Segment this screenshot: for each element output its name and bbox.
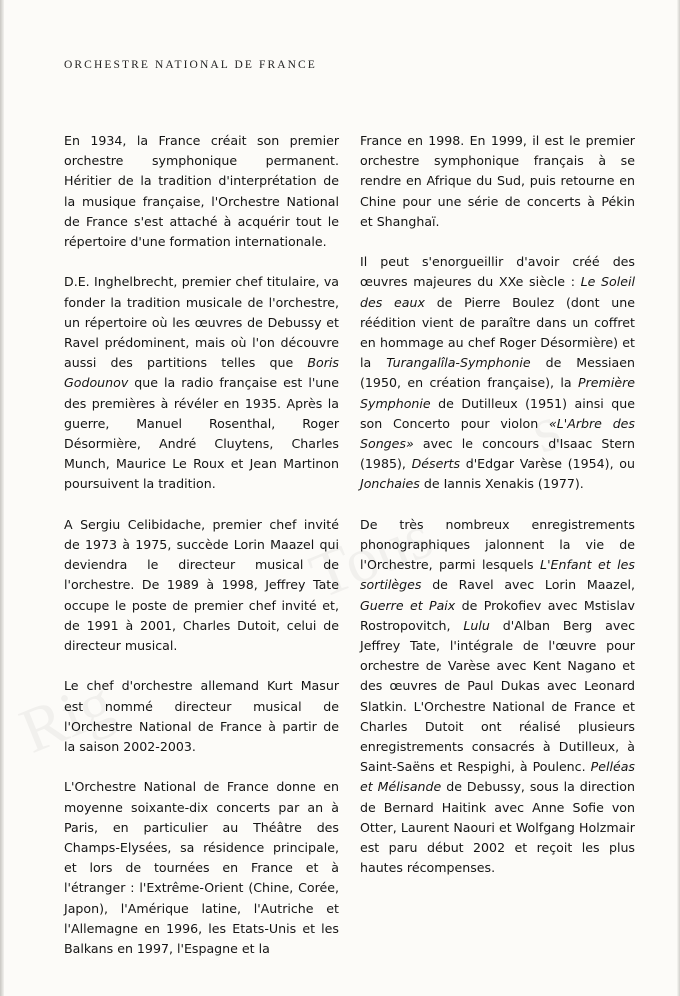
paragraph bbox=[64, 272, 339, 494]
paragraph bbox=[360, 131, 635, 232]
text-run: France en 1998. En 1999, il est le premier orchestre symphonique français à se rendre en Afrique du Sud, puis retourne en Chine pour une série de concerts à Pékin et Shanghaï. bbox=[360, 133, 635, 229]
paragraph bbox=[360, 515, 635, 879]
text-run: que la radio française est l'une des premières à révéler en 1935. Après la guerre, Manuel Rosenthal, Roger Désormière, André Cluytens, Charles Munch, Maurice Le Roux et Jean Martinon poursuivent la tradition. bbox=[64, 375, 339, 492]
paragraph bbox=[360, 252, 635, 494]
page-edge-left bbox=[0, 0, 4, 996]
text-run: Il peut s'enorgueillir d'avoir créé des œuvres majeures du XXe siècle : bbox=[360, 254, 635, 290]
text-run: de Iannis Xenakis (1977). bbox=[419, 476, 584, 492]
text-run: Le chef d'orchestre allemand Kurt Masur est nommé directeur musical de l'Orchestre National de France à partir de la saison 2002-2003. bbox=[64, 678, 339, 755]
work-title: Boris Godounov bbox=[64, 355, 339, 391]
work-title: Turangalîla-Symphonie bbox=[386, 355, 531, 371]
paragraph bbox=[64, 131, 339, 252]
work-title: Première Symphonie bbox=[360, 375, 635, 411]
text-run: de Pierre Boulez (dont une réédition vient de paraître dans un coffret en hommage au chef Roger Désormière) et la bbox=[360, 294, 635, 371]
work-title: Guerre et Paix bbox=[360, 597, 456, 613]
text-run: L'Orchestre National de France donne en moyenne soixante-dix concerts par an à Paris, en particulier au Théâtre des Champs-Elysées, sa résidence principale, et lors de tournées en France et à l'étranger : l'Extrême-Orient (Chine, Corée, Japon), l'Amérique latine, l'Autriche et l'Allemagne en 1996, les Etats-Unis et les Balkans en 1997, l'Espagne et la bbox=[64, 779, 339, 957]
paragraph bbox=[64, 777, 339, 959]
work-title: Le Soleil des eaux bbox=[360, 274, 636, 310]
text-run: de Debussy, sous la direction de Bernard Haitink avec Anne Sofie von Otter, Laurent Naouri et Wolfgang Holzmair est paru début 2002 et reçoit les plus hautes récompenses. bbox=[360, 779, 635, 876]
text-run: En 1934, la France créait son premier orchestre symphonique permanent. Héritier de la tradition d'interprétation de la musique française, l'Orchestre National de France s'est attaché à acquérir tout le répertoire d'une formation internationale. bbox=[64, 133, 339, 250]
work-title: L'Enfant et les sortilèges bbox=[360, 557, 635, 593]
work-title: Jonchaies bbox=[360, 476, 420, 492]
right-column bbox=[360, 131, 635, 878]
text-run: A Sergiu Celibidache, premier chef invité de 1973 à 1975, succède Lorin Maazel qui deviendra le directeur musical de l'orchestre. De 1989 à 1998, Jeffrey Tate occupe le poste de premier chef invité et, de 1991 à 2001, Charles Dutoit, celui de directeur musical. bbox=[64, 516, 339, 654]
work-title: «L'Arbre des Songes» bbox=[360, 415, 635, 452]
text-run: de Messiaen (1950, en création française), la bbox=[360, 355, 635, 391]
work-title: Déserts bbox=[411, 456, 461, 472]
text-run: De très nombreux enregistrements phonographiques jalonnent la vie de l'Orchestre, parmi lesquels bbox=[360, 516, 635, 573]
text-run: D.E. Inghelbrecht, premier chef titulaire, va fonder la tradition musicale de l'orchestre, un répertoire où les œuvres de Debussy et Ravel prédominent, mais où l'on découvre aussi des partitions telles que bbox=[64, 274, 339, 371]
running-head: ORCHESTRE NATIONAL DE FRANCE bbox=[64, 59, 317, 71]
work-title: Lulu bbox=[463, 617, 490, 633]
text-run: avec le concours d'Isaac Stern (1985), bbox=[360, 436, 635, 472]
text-run: d'Edgar Varèse (1954), ou bbox=[460, 456, 635, 472]
left-column bbox=[64, 131, 339, 959]
work-title: Pelléas et Mélisande bbox=[360, 759, 635, 795]
text-run: de Dutilleux (1951) ainsi que son Concerto pour violon bbox=[360, 395, 635, 431]
text-run: de Prokofiev avec Mstislav Rostropovitch, bbox=[360, 597, 635, 633]
text-run: d'Alban Berg avec Jeffrey Tate, l'intégrale de l'œuvre pour orchestre de Varèse avec Kent Nagano et des œuvres de Paul Dukas avec Leonard Slatkin. L'Orchestre National de France et Charles Dutoit ont réalisé plusieurs enregistrements consacrés à Dutilleux, à Saint-Saëns et Respighi, à Poulenc. bbox=[360, 617, 635, 775]
paragraph bbox=[64, 515, 339, 656]
paragraph bbox=[64, 676, 339, 757]
text-run: de Ravel avec Lorin Maazel, bbox=[421, 577, 635, 593]
